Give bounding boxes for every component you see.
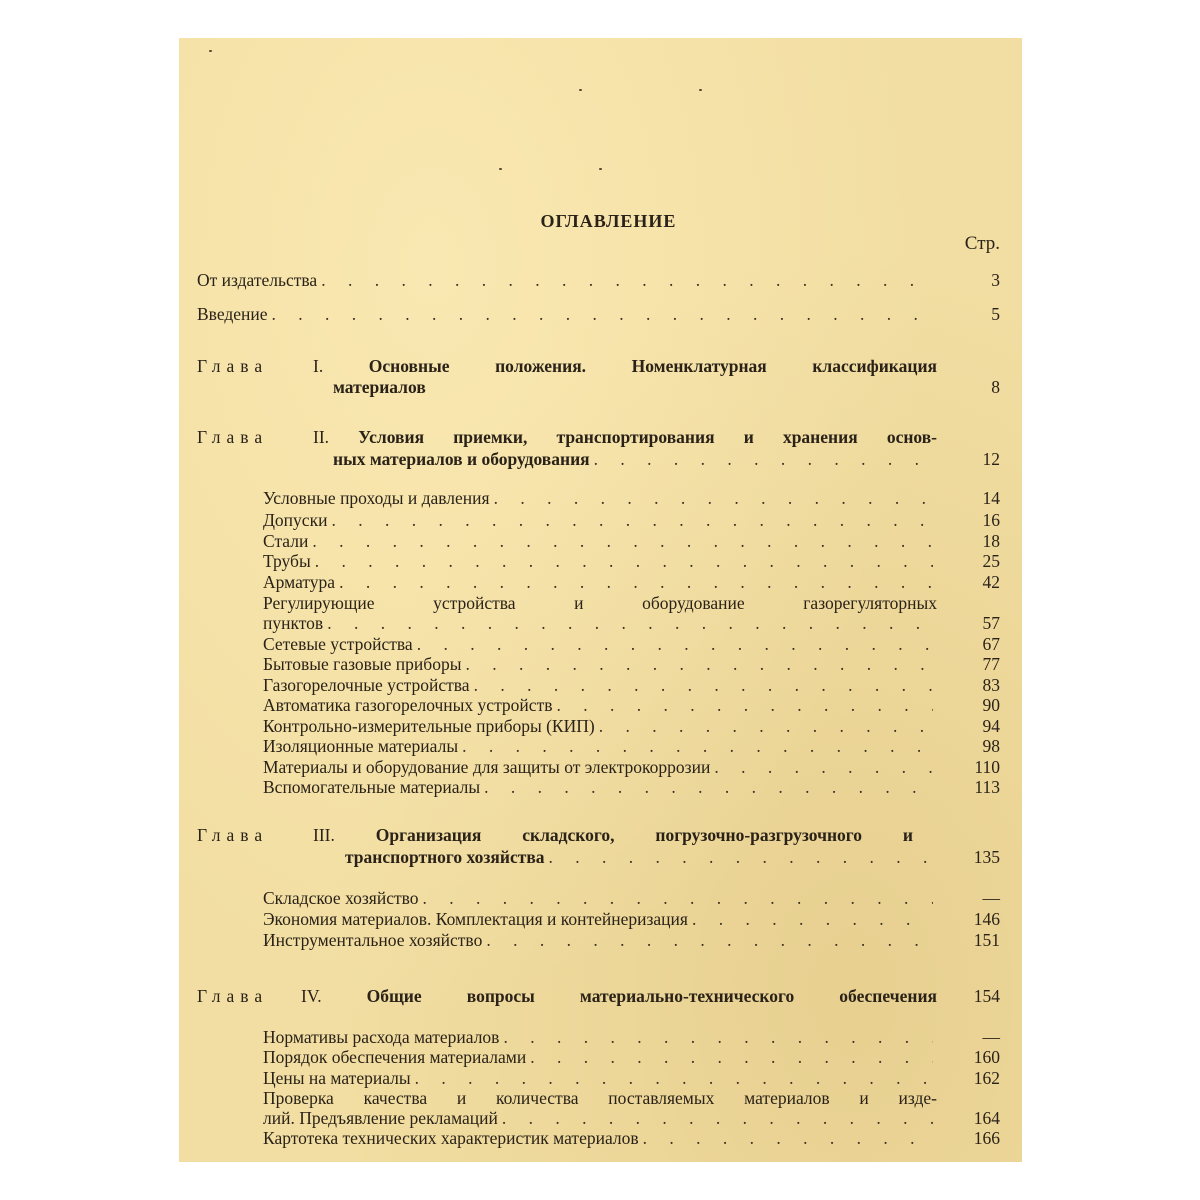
toc-subentry-page: 110: [974, 757, 1000, 777]
toc-subentry-cont: [263, 1108, 937, 1129]
leader-dots: [486, 930, 933, 951]
paper-speck: [699, 89, 702, 91]
chapter-page: 8: [991, 377, 1000, 397]
chapter-title-cont: материалов: [333, 377, 426, 397]
chapter-page: 12: [982, 449, 1000, 469]
toc-subentry-page: 16: [982, 510, 1000, 530]
toc-entry-label: Введение: [197, 304, 268, 324]
toc-subentry-label: Контрольно-измерительные приборы (КИП): [263, 716, 595, 736]
toc-subentry-label: Картотека технических характеристик материалов: [263, 1128, 639, 1148]
chapter-title-cont: транспортного хозяйства: [345, 847, 545, 867]
leader-dots: [692, 909, 933, 930]
leader-dots: [599, 716, 933, 737]
chapter-word: Глава: [197, 356, 269, 376]
toc-subentry[interactable]: [263, 488, 937, 509]
toc-subentry-label: Экономия материалов. Комплектация и контейнеризация: [263, 909, 688, 929]
toc-subentry-label: Складское хозяйство: [263, 888, 419, 908]
chapter-title: Общие вопросы материально-технического обеспечения: [366, 986, 937, 1006]
toc-subentry-label: Цены на материалы: [263, 1068, 411, 1088]
leader-dots: [312, 531, 933, 552]
toc-subentry[interactable]: [263, 510, 937, 531]
leader-dots: [272, 304, 933, 325]
leader-dots: [474, 675, 933, 696]
toc-subentry-label: Проверка качества и количества поставляемых материалов и изде-: [263, 1088, 937, 1108]
toc-subentry-page: 25: [982, 551, 1000, 571]
leader-dots: [503, 1027, 933, 1048]
paper-speck: [209, 50, 212, 52]
leader-dots: [462, 736, 933, 757]
toc-subentry[interactable]: [263, 634, 937, 655]
toc-subentry[interactable]: [263, 572, 937, 593]
toc-subentry[interactable]: [263, 593, 937, 614]
leader-dots: [327, 613, 933, 634]
book-page: [179, 38, 1022, 1162]
toc-subentry-label: Материалы и оборудование для защиты от электрокоррозии: [263, 757, 711, 777]
toc-subentry-label-cont: лий. Предъявление рекламаций: [263, 1108, 498, 1128]
leader-dots: [315, 551, 933, 572]
toc-entry-label: От издательства: [197, 270, 318, 290]
leader-dots: [484, 777, 933, 798]
toc-subentry-page: 151: [973, 930, 1000, 950]
chapter-word: Глава: [197, 825, 269, 845]
chapter-page: 135: [973, 847, 1000, 867]
toc-subentry[interactable]: [263, 675, 937, 696]
chapter-heading[interactable]: [313, 825, 913, 846]
chapter-heading-cont: [345, 847, 937, 868]
toc-subentry-label: Нормативы расхода материалов: [263, 1027, 500, 1047]
toc-subentry-page: 42: [982, 572, 1000, 592]
toc-subentry-page: 160: [973, 1047, 1000, 1067]
leader-dots: [556, 695, 933, 716]
toc-subentry[interactable]: [263, 777, 937, 798]
toc-entry-page: 5: [991, 304, 1000, 324]
leader-dots: [321, 270, 933, 291]
toc-subentry[interactable]: [263, 1128, 937, 1149]
toc-subentry-page: 166: [973, 1128, 1000, 1148]
toc-subentry-page: 90: [982, 695, 1000, 715]
toc-subentry-label: Условные проходы и давления: [263, 488, 490, 508]
chapter-number: I.: [313, 356, 324, 376]
toc-subentry[interactable]: [263, 736, 937, 757]
toc-subentry-label: Арматура: [263, 572, 336, 592]
toc-subentry-label: Порядок обеспечения материалами: [263, 1047, 527, 1067]
toc-subentry-page: 164: [973, 1108, 1000, 1128]
toc-subentry-label-cont: пунктов: [263, 613, 324, 633]
toc-subentry-label: Стали: [263, 531, 309, 551]
toc-subentry-label: Вспомогательные материалы: [263, 777, 481, 797]
toc-subentry[interactable]: [263, 757, 937, 778]
toc-subentry-label: Регулирующие устройства и оборудование газорегуляторных: [263, 593, 937, 613]
toc-subentry[interactable]: [263, 888, 937, 909]
toc-subentry-page: 77: [982, 654, 1000, 674]
toc-subentry-cont: [263, 613, 937, 634]
leader-dots: [530, 1047, 933, 1068]
toc-subentry[interactable]: [263, 716, 937, 737]
chapter-number: II.: [313, 427, 330, 447]
paper-speck: [599, 168, 602, 170]
chapter-heading[interactable]: [313, 356, 937, 377]
toc-subentry-label: Изоляционные материалы: [263, 736, 459, 756]
chapter-heading-cont: [333, 377, 933, 398]
toc-subentry-page: 146: [973, 909, 1000, 929]
toc-entry[interactable]: [197, 270, 937, 291]
toc-subentry-page: 18: [982, 531, 1000, 551]
toc-subentry-label: Газогорелочные устройства: [263, 675, 470, 695]
chapter-word: Глава: [197, 986, 269, 1006]
toc-subentry[interactable]: [263, 930, 937, 951]
toc-entry[interactable]: [197, 304, 937, 325]
leader-dots: [331, 510, 933, 531]
chapter-heading[interactable]: [301, 986, 937, 1007]
toc-subentry-page: —: [982, 888, 1000, 908]
leader-dots: [643, 1128, 933, 1149]
toc-subentry[interactable]: [263, 909, 937, 930]
toc-title: ОГЛАВЛЕНИЕ: [540, 211, 677, 231]
toc-subentry[interactable]: [263, 551, 937, 572]
paper-speck: [499, 168, 502, 170]
toc-subentry-page: 162: [973, 1068, 1000, 1088]
leader-dots: [465, 654, 933, 675]
toc-subentry[interactable]: [263, 1068, 937, 1089]
chapter-number: IV.: [301, 986, 322, 1006]
leader-dots: [423, 888, 933, 909]
toc-subentry[interactable]: [263, 1088, 937, 1109]
toc-subentry-page: 98: [982, 736, 1000, 756]
toc-subentry-page: 94: [982, 716, 1000, 736]
chapter-heading-cont: [333, 449, 937, 470]
leader-dots: [714, 757, 933, 778]
toc-subentry[interactable]: [263, 654, 937, 675]
leader-dots: [415, 1068, 933, 1089]
chapter-number: III.: [313, 825, 335, 845]
toc-subentry[interactable]: [263, 1047, 937, 1068]
chapter-title: Организация складского, погрузочно-разгрузочного и: [375, 825, 914, 845]
toc-subentry-label: Автоматика газогорелочных устройств: [263, 695, 553, 715]
leader-dots: [417, 634, 933, 655]
toc-subentry-label: Бытовые газовые приборы: [263, 654, 462, 674]
paper-speck: [579, 89, 582, 91]
toc-subentry[interactable]: [263, 1027, 937, 1048]
toc-subentry-page: 67: [982, 634, 1000, 654]
chapter-page: 154: [973, 986, 1000, 1006]
toc-subentry-label: Допуски: [263, 510, 328, 530]
toc-subentry-page: 57: [982, 613, 1000, 633]
leader-dots: [339, 572, 933, 593]
chapter-heading[interactable]: [313, 427, 937, 448]
leader-dots: [502, 1108, 933, 1129]
toc-subentry-label: Сетевые устройства: [263, 634, 413, 654]
toc-subentry[interactable]: [263, 531, 937, 552]
toc-subentry-label: Инструментальное хозяйство: [263, 930, 483, 950]
leader-dots: [594, 449, 933, 470]
chapter-title: Условия приемки, транспортирования и хранения основ-: [358, 427, 938, 447]
leader-dots: [549, 847, 933, 868]
toc-subentry-page: 83: [982, 675, 1000, 695]
leader-dots: [494, 488, 933, 509]
chapter-word: Глава: [197, 427, 269, 447]
toc-subentry-page: 14: [982, 488, 1000, 508]
toc-entry-page: 3: [991, 270, 1000, 290]
chapter-title: Основные положения. Номенклатурная классификация: [368, 356, 937, 376]
toc-subentry-label: Трубы: [263, 551, 311, 571]
toc-subentry-page: —: [982, 1027, 1000, 1047]
page-column-header: Стр.: [964, 233, 1000, 254]
toc-subentry-page: 113: [974, 777, 1000, 797]
toc-subentry[interactable]: [263, 695, 937, 716]
chapter-title-cont: ных материалов и оборудования: [333, 449, 590, 469]
